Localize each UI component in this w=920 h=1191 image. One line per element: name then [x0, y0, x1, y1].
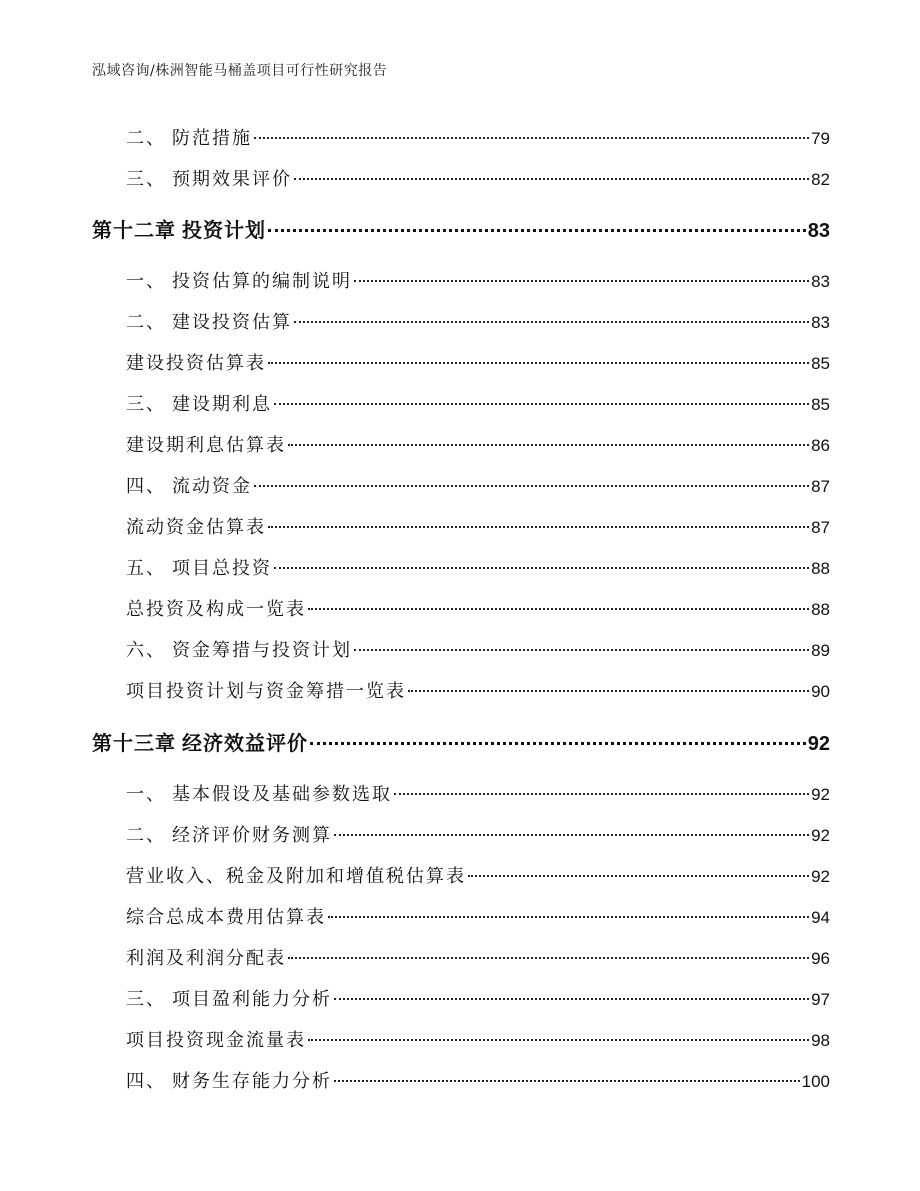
toc-entry-page-number: 85 — [811, 395, 830, 414]
toc-entry-page-number: 82 — [811, 170, 830, 189]
toc-section-entry[interactable] — [126, 821, 830, 847]
toc-chapter-entry[interactable] — [92, 727, 830, 756]
toc-section-entry[interactable] — [126, 472, 830, 498]
toc-section-entry[interactable] — [126, 862, 830, 888]
dot-leader — [274, 403, 809, 405]
toc-entry-number: 三、 — [126, 989, 166, 1010]
toc-section-entry[interactable] — [126, 677, 830, 703]
toc-section-entry[interactable] — [126, 636, 830, 662]
toc-entry-page-number: 92 — [811, 826, 830, 845]
dot-leader — [294, 321, 809, 323]
dot-leader — [468, 875, 809, 877]
toc-entry-title: 总投资及构成一览表 — [126, 599, 306, 620]
toc-section-entry[interactable] — [126, 944, 830, 970]
dot-leader — [354, 280, 809, 282]
toc-entry-page-number: 85 — [811, 354, 830, 373]
toc-entry-number: 四、 — [126, 476, 166, 497]
toc-entry-title: 建设期利息估算表 — [126, 435, 286, 456]
toc-entry-page-number: 87 — [811, 477, 830, 496]
dot-leader — [288, 957, 809, 959]
toc-entry-title: 财务生存能力分析 — [172, 1071, 332, 1092]
toc-entry-page-number: 92 — [811, 785, 830, 804]
toc-entry-page-number: 83 — [811, 313, 830, 332]
dot-leader — [254, 137, 809, 139]
toc-entry-title: 综合总成本费用估算表 — [126, 907, 326, 928]
toc-entry-title: 营业收入、税金及附加和增值税估算表 — [126, 866, 466, 887]
toc-entry-title: 防范措施 — [172, 128, 252, 149]
toc-entry-page-number: 83 — [811, 272, 830, 291]
dot-leader — [308, 1039, 809, 1041]
dot-leader — [354, 649, 809, 651]
toc-entry-number: 第十二章 — [92, 218, 176, 242]
toc-entry-page-number: 94 — [811, 908, 830, 927]
toc-section-entry[interactable] — [126, 780, 830, 806]
toc-entry-page-number: 97 — [811, 990, 830, 1009]
toc-entry-title: 投资计划 — [182, 218, 266, 242]
toc-section-entry[interactable] — [126, 1067, 830, 1093]
toc-entry-page-number: 86 — [811, 436, 830, 455]
toc-section-entry[interactable] — [126, 165, 830, 191]
dot-leader — [408, 690, 809, 692]
toc-entry-title: 流动资金 — [172, 476, 252, 497]
toc-entry-page-number: 92 — [807, 733, 830, 755]
toc-entry-title: 基本假设及基础参数选取 — [172, 784, 392, 805]
toc-entry-title: 项目投资计划与资金筹措一览表 — [126, 681, 406, 702]
toc-entry-page-number: 87 — [811, 518, 830, 537]
dot-leader — [334, 834, 809, 836]
dot-leader — [268, 526, 809, 528]
dot-leader — [268, 229, 806, 232]
toc-entry-page-number: 88 — [811, 559, 830, 578]
toc-entry-title: 项目盈利能力分析 — [172, 989, 332, 1010]
toc-entry-page-number: 90 — [811, 682, 830, 701]
toc-section-entry[interactable] — [126, 267, 830, 293]
toc-entry-page-number: 88 — [811, 600, 830, 619]
dot-leader — [268, 362, 809, 364]
toc-entry-title: 预期效果评价 — [172, 169, 292, 190]
toc-entry-page-number: 79 — [811, 129, 830, 148]
running-header: 泓域咨询/株洲智能马桶盖项目可行性研究报告 — [92, 63, 388, 79]
toc-section-entry[interactable] — [126, 513, 830, 539]
toc-section-entry[interactable] — [126, 1026, 830, 1052]
toc-section-entry[interactable] — [126, 903, 830, 929]
toc-section-entry[interactable] — [126, 595, 830, 621]
dot-leader — [254, 485, 809, 487]
toc-entry-title: 建设投资估算表 — [126, 353, 266, 374]
toc-section-entry[interactable] — [126, 554, 830, 580]
toc-section-entry[interactable] — [126, 985, 830, 1011]
toc-entry-title: 经济效益评价 — [182, 731, 308, 755]
toc-entry-number: 第十三章 — [92, 731, 176, 755]
dot-leader — [288, 444, 809, 446]
toc-entry-title: 利润及利润分配表 — [126, 948, 286, 969]
toc-entry-number: 二、 — [126, 128, 166, 149]
dot-leader — [394, 793, 809, 795]
dot-leader — [274, 567, 809, 569]
toc-entry-title: 项目总投资 — [172, 558, 272, 579]
toc-entry-title: 项目投资现金流量表 — [126, 1030, 306, 1051]
toc-section-entry[interactable] — [126, 431, 830, 457]
toc-entry-title: 流动资金估算表 — [126, 517, 266, 538]
toc-entry-title: 资金筹措与投资计划 — [172, 640, 352, 661]
toc-entry-title: 建设期利息 — [172, 394, 272, 415]
toc-entry-title: 投资估算的编制说明 — [172, 271, 352, 292]
toc-entry-page-number: 98 — [811, 1031, 830, 1050]
toc-entry-number: 五、 — [126, 558, 166, 579]
dot-leader — [308, 608, 809, 610]
dot-leader — [334, 998, 809, 1000]
toc-entry-number: 六、 — [126, 640, 166, 661]
toc-chapter-entry[interactable] — [92, 214, 830, 243]
toc-entry-number: 一、 — [126, 271, 166, 292]
toc-entry-number: 二、 — [126, 825, 166, 846]
toc-section-entry[interactable] — [126, 308, 830, 334]
toc-section-entry[interactable] — [126, 124, 830, 150]
toc-entry-title: 经济评价财务测算 — [172, 825, 332, 846]
toc-entry-number: 三、 — [126, 169, 166, 190]
toc-entry-page-number: 96 — [811, 949, 830, 968]
toc-section-entry[interactable] — [126, 390, 830, 416]
dot-leader — [328, 916, 809, 918]
toc-entry-page-number: 89 — [811, 641, 830, 660]
dot-leader — [334, 1080, 800, 1082]
toc-entry-page-number: 83 — [807, 220, 830, 242]
toc-entry-title: 建设投资估算 — [172, 312, 292, 333]
toc-entry-number: 四、 — [126, 1071, 166, 1092]
toc-section-entry[interactable] — [126, 349, 830, 375]
toc-entry-number: 二、 — [126, 312, 166, 333]
toc-entry-number: 三、 — [126, 394, 166, 415]
toc-entry-page-number: 92 — [811, 867, 830, 886]
dot-leader — [294, 178, 809, 180]
toc-entry-page-number: 100 — [801, 1072, 830, 1091]
dot-leader — [310, 742, 806, 745]
toc-entry-number: 一、 — [126, 784, 166, 805]
